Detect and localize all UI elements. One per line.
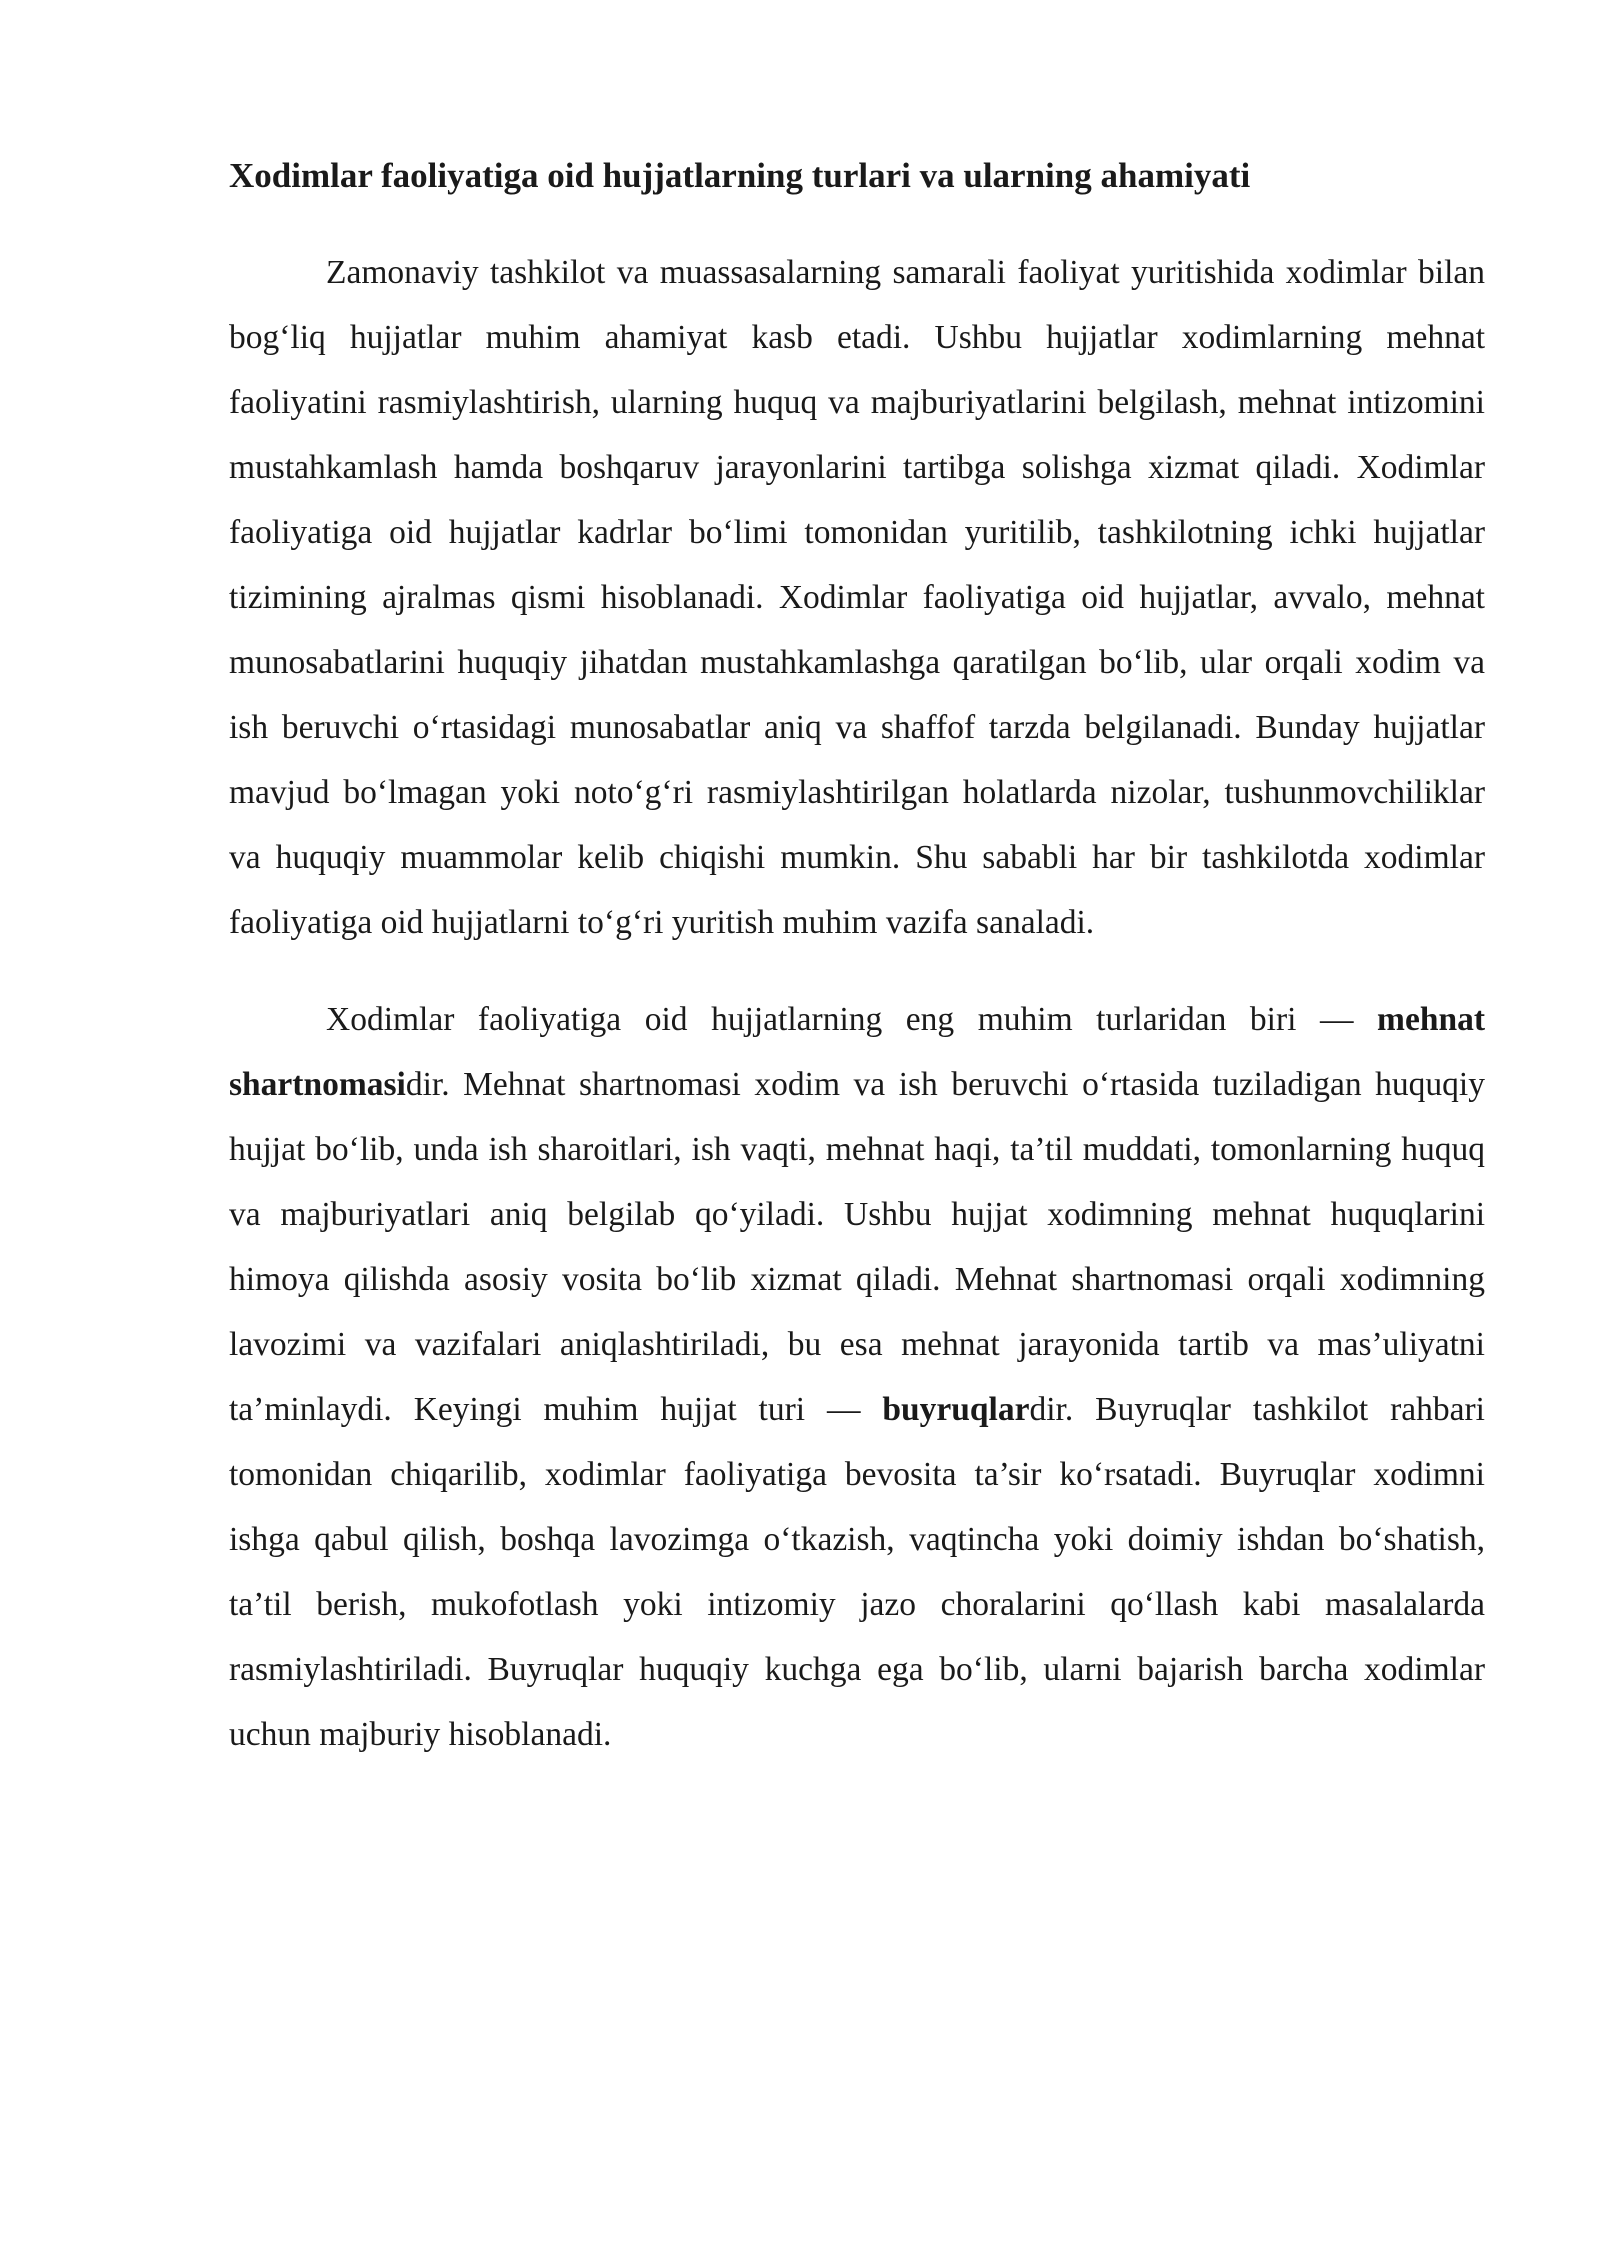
document-body: [229, 150, 1485, 1799]
paragraph-introduction: Zamonaviy tashkilot va muassasalarning samarali faoliyat yuritishida xodimlar bilan bog‘liq hujjatlar muhim ahamiyat kasb etadi. Ushbu hujjatlar xodimlarning mehnat faoliyatini rasmiylashtirish, ularning huquq va majburiyatlarini belgilash, mehnat intizomini mustahkamlash hamda boshqaruv jarayonlarini tartibga solishga xizmat qiladi. Xodimlar faoliyatiga oid hujjatlar kadrlar bo‘limi tomonidan yuritilib, tashkilotning ichki hujjatlar tizimining ajralmas qismi hisoblanadi. Xodimlar faoliyatiga oid hujjatlar, avvalo, mehnat munosabatlarini huquqiy jihatdan mustahkamlashga qaratilgan bo‘lib, ular orqali xodim va ish beruvchi o‘rtasidagi munosabatlar aniq va shaffof tarzda belgilanadi. Bunday hujjatlar mavjud bo‘lmagan yoki noto‘g‘ri rasmiylashtirilgan holatlarda nizolar, tushunmovchiliklar va huquqiy muammolar kelib chiqishi mumkin. Shu sababli har bir tashkilotda xodimlar faoliyatiga oid hujjatlarni to‘g‘ri yuritish muhim vazifa sanaladi.: [229, 254, 1485, 941]
document-title: Xodimlar faoliyatiga oid hujjatlarning turlari va ularning ahamiyati: [229, 156, 1251, 195]
paragraph-text-segment: dir. Mehnat shartnomasi xodim va ish beruvchi o‘rtasida tuziladigan huquqiy hujjat bo‘lib, unda ish sharoitlari, ish vaqti, mehnat haqi, ta’til muddati, tomonlarning huquq va majburiyatlari aniq belgilab qo‘yiladi. Ushbu hujjat xodimning mehnat huquqlarini himoya qilishda asosiy vosita bo‘lib xizmat qiladi. Mehnat shartnomasi orqali xodimning lavozimi va vazifalari aniqlashtiriladi, bu esa mehnat jarayonida tartib va mas’uliyatni ta’minlaydi. Keyingi muhim hujjat turi —: [229, 1066, 1485, 1428]
bold-term-orders: buyruqlar: [882, 1391, 1030, 1428]
bold-term-employment-contract: mehnat shartnomasi: [229, 1001, 1485, 1103]
paragraph-document-types: [229, 987, 1485, 1767]
paragraph-text-segment: Xodimlar faoliyatiga oid hujjatlarning eng muhim turlaridan biri —: [326, 1001, 1378, 1038]
paragraph-text-segment: dir. Buyruqlar tashkilot rahbari tomonidan chiqarilib, xodimlar faoliyatiga bevosita ta’sir ko‘rsatadi. Buyruqlar xodimni ishga qabul qilish, boshqa lavozimga o‘tkazish, vaqtincha yoki doimiy ishdan bo‘shatish, ta’til berish, mukofotlash yoki intizomiy jazo choralarini qo‘llash kabi masalalarda rasmiylashtiriladi. Buyruqlar huquqiy kuchga ega bo‘lib, ularni bajarish barcha xodimlar uchun majburiy hisoblanadi.: [229, 1391, 1485, 1753]
